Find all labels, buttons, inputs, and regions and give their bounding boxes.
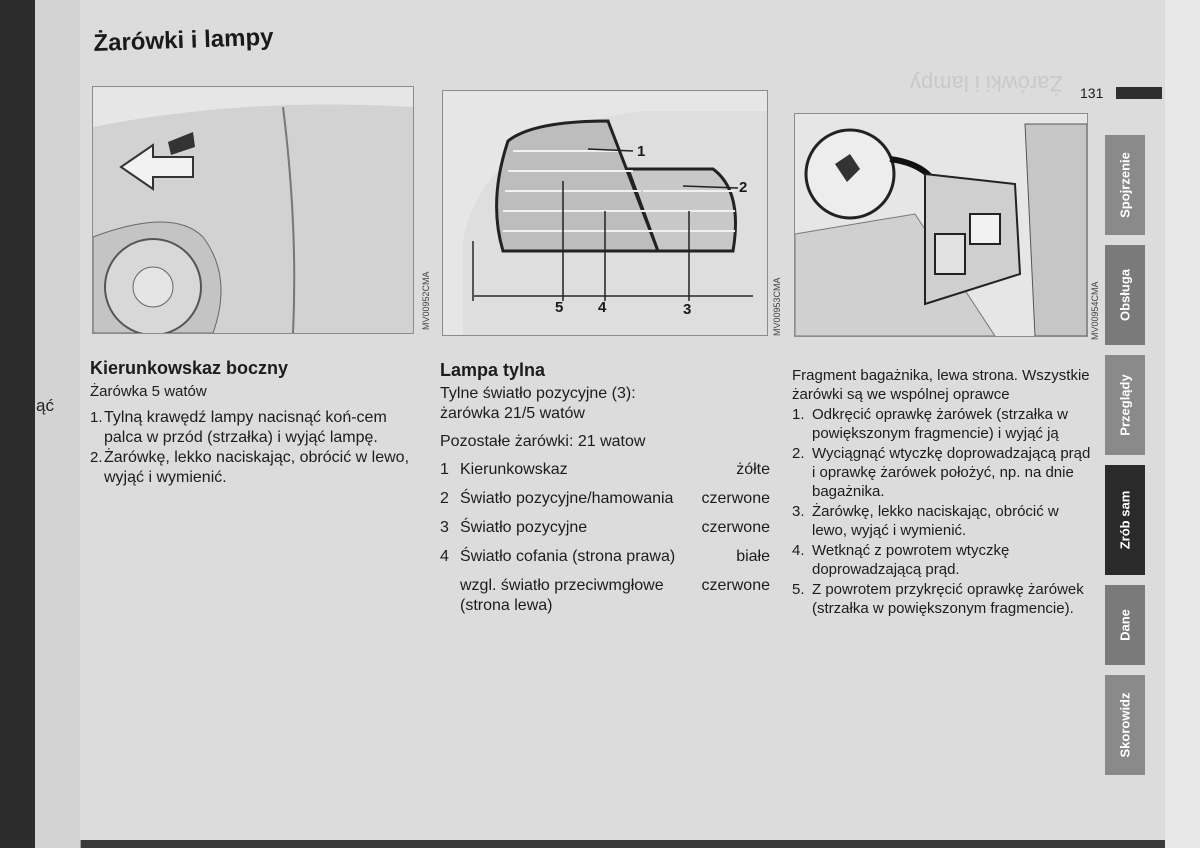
step-item: 3. Żarówkę, lekko naciskając, obrócić w lewo, wyjąć i wymienić. [792, 503, 1059, 539]
section-heading: Lampa tylna [440, 360, 546, 380]
figure-rear-lamp [442, 90, 768, 336]
tab-dane[interactable]: Dane [1105, 585, 1145, 665]
bulb-spec: Żarówka 5 watów [90, 383, 207, 400]
figure-side-indicator [92, 86, 414, 334]
callout-4: 4 [598, 299, 607, 316]
trunk-intro: Fragment bagażnika, lewa strona. Wszystkie żarówki są we wspólnej oprawce [792, 367, 1090, 403]
page-title: Żarówki i lampy [93, 23, 274, 57]
show-through-header: Żarówki i lampy [910, 71, 1063, 96]
step-item: 1. Odkręcić oprawkę żarówek (strzałka w powiększonym fragmencie) i wyjąć ją [792, 406, 1068, 442]
tab-spojrzenie[interactable]: Spojrzenie [1105, 135, 1145, 235]
page-number-bar [1116, 87, 1162, 99]
step-item: 2. Wyciągnąć wtyczkę doprowadzającą prąd i oprawkę żarówek położyć, np. na dnie bagażnika. [792, 445, 1091, 500]
section-trunk [792, 366, 1092, 618]
previous-page-fragment: ąć [36, 396, 54, 415]
step-item: 1. Tylną krawędź lampy nacisnąć koń-cem palca w przód (strzałka) i wyjąć lampę. [90, 409, 387, 446]
tab-zrob-sam[interactable]: Zrób sam [1105, 465, 1145, 575]
bulb-row: 1 Kierunkowskaz żółte [440, 461, 770, 478]
background-right [1165, 0, 1200, 848]
section-rear-lamp [440, 360, 770, 625]
figure-trunk [794, 113, 1088, 337]
tab-obsluga[interactable]: Obsługa [1105, 245, 1145, 345]
tab-skorowidz[interactable]: Skorowidz [1105, 675, 1145, 775]
section-side-indicator [90, 358, 420, 488]
figure-code: MV00953CMA [772, 277, 782, 336]
side-indicator-illustration [93, 87, 413, 333]
step-item: 5. Z powrotem przykręcić oprawkę żarówek (strzałka w powiększonym fragmencie). [792, 581, 1084, 617]
bulb-row: 2 Światło pozycyjne/hamowania czerwone [440, 490, 770, 507]
figure-code: MV00954CMA [1090, 281, 1100, 340]
rear-spec-line: Pozostałe żarówki: 21 watow [440, 433, 646, 450]
callout-3: 3 [683, 301, 692, 318]
rear-spec-line: żarówka 21/5 watów [440, 405, 585, 422]
figure-code: MV00952CMA [421, 271, 431, 330]
trunk-illustration [795, 114, 1087, 336]
bulb-row: 3 Światło pozycyjne czerwone [440, 519, 770, 536]
previous-page-edge [35, 0, 81, 848]
section-heading: Kierunkowskaz boczny [90, 358, 289, 378]
callout-1: 1 [637, 143, 646, 160]
bulb-row: 4 Światło cofania (strona prawa) białe [440, 548, 770, 565]
bulb-row: wzgl. światło przeciwmgłowe (strona lewa) czerwone [460, 577, 770, 614]
background-left [0, 0, 40, 848]
tab-przeglady[interactable]: Przeglądy [1105, 355, 1145, 455]
rear-spec-line: Tylne światło pozycyjne (3): [440, 385, 636, 402]
step-item: 2. Żarówkę, lekko naciskając, obrócić w lewo, wyjąć i wymienić. [90, 449, 410, 486]
step-item: 4. Wetknąć z powrotem wtyczkę doprowadzającą prąd. [792, 542, 1010, 578]
callout-5: 5 [555, 299, 564, 316]
page-number: 131 [1080, 85, 1104, 101]
callout-2: 2 [739, 179, 748, 196]
